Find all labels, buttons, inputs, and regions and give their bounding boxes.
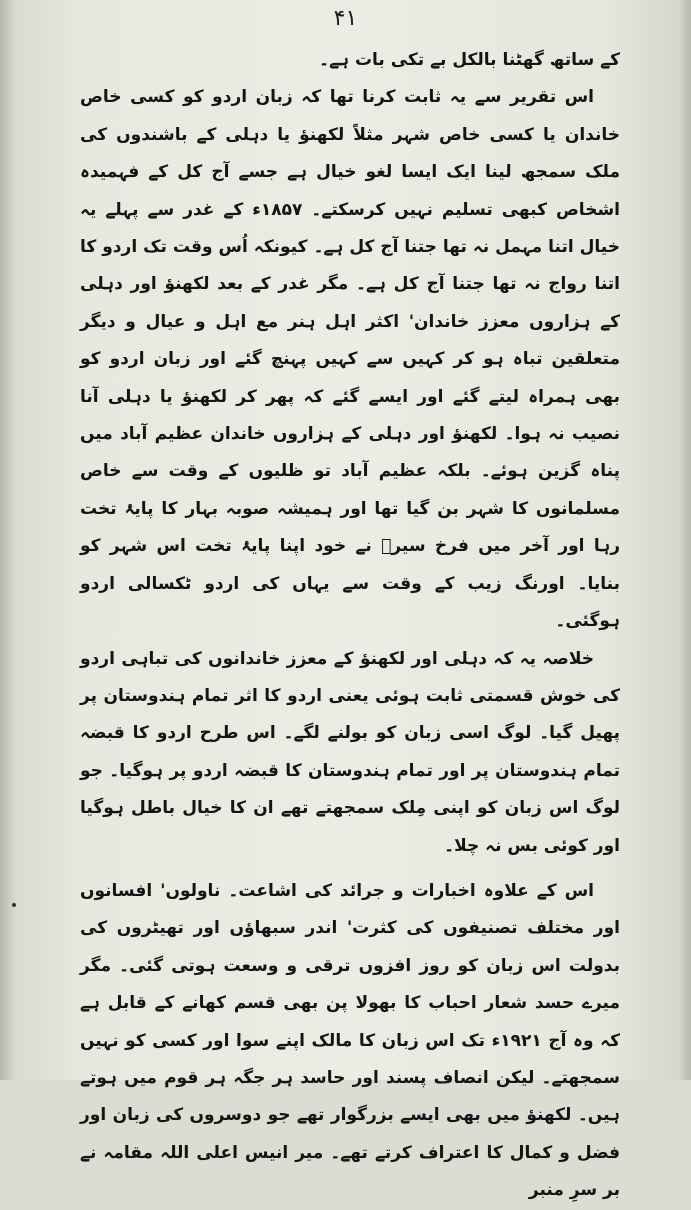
page-edge-shadow-left — [0, 0, 16, 1080]
paragraph-publications: اس کے علاوہ اخبارات و جرائد کی اشاعت۔ ناولوں' افسانوں اور مختلف تصنیفوں کی کثرت' اندر سبھاؤں اور تھیٹروں کی بدولت اس زبان کو روز افزوں ترقی و وسعت ہوتی گئی۔ مگر میرے حسد شعار احباب کا بھولا پن بھی قسم کھانے کے قابل ہے کہ وہ آج ۱۹۲۱ء تک اس زبان کا مالک اپنے سوا اور کسی کو نہیں سمجھتے۔ لیکن انصاف پسند اور حاسد ہر جگہ ہر قوم میں ہوتے ہیں۔ لکھنؤ میں بھی ایسے بزرگوار تھے جو دوسروں کی زبان اور فضل و کمال کا اعتراف کرتے تھے۔ میر انیس اعلی اللہ مقامہ نے بر سرِ منبر — [80, 880, 620, 1201]
paragraph-continuation: کے ساتھ گھٹنا بالکل بے تکی بات ہے۔ — [319, 50, 620, 70]
paragraph-urdu-spread: اس تقریر سے یہ ثابت کرنا تھا کہ زبان اردو کو کسی خاص خاندان یا کسی خاص شہر مثلاً لکھنؤ یا دہلی کے باشندوں کی ملک سمجھ لینا ایک ایسا لغو خیال ہے جسے آج کل کے فہمیدہ اشخاص کبھی تسلیم نہیں کرسکتے۔ ۱۸۵۷ء کے غدر سے پہلے یہ خیال اتنا مہمل نہ تھا جتنا آج کل ہے۔ کیونکہ اُس وقت تک اردو کا اتنا رواج نہ تھا جتنا آج کل ہے۔ مگر غدر کے بعد لکھنؤ اور دہلی کے ہزاروں معزز خاندان' اکثر اہل ہنر مع اہل و عیال و دیگر متعلقین تباہ ہو کر کہیں سے کہیں پہنچ گئے اور زبان اردو کو بھی ہمراہ لیتے گئے اور ایسے گئے کہ پھر کر لکھنؤ یا دہلی آنا نصیب نہ ہوا۔ لکھنؤ اور دہلی کے ہزاروں خاندان عظیم آباد میں پناہ گزین ہوئے۔ بلکہ عظیم آباد تو ظلیوں کے وقت سے خاص مسلمانوں کا شہر بن گیا تھا اور ہمیشہ صوبہ بہار کا پایۂ تخت رہا اور آخر میں فرخ سیرؔ نے خود اپنا پایۂ تخت اس شہر کو بنایا۔ اورنگ زیب کے وقت سے یہاں کی اردو ٹکسالی اردو ہوگئی۔ — [80, 87, 620, 632]
page-number: ۴۱ — [333, 6, 358, 31]
page-edge-shadow-right — [679, 0, 691, 1080]
paragraph-summary: خلاصہ یہ کہ دہلی اور لکھنؤ کے معزز خاندانوں کی تباہی اردو کی خوش قسمتی ثابت ہوئی یعنی اردو کا اثر تمام ہندوستان پر پھیل گیا۔ لوگ اسی زبان کو بولنے لگے۔ اس طرح اردو کا قبضہ تمام ہندوستان پر اور تمام ہندوستان کا قبضہ اردو پر ہوگیا۔ جو لوگ اس زبان کو اپنی مِلک سمجھتے تھے ان کا خیال باطل ہوگیا اور کوئی بس نہ چلا۔ — [80, 648, 620, 856]
scan-speck — [12, 903, 16, 907]
page-body — [80, 42, 620, 1210]
